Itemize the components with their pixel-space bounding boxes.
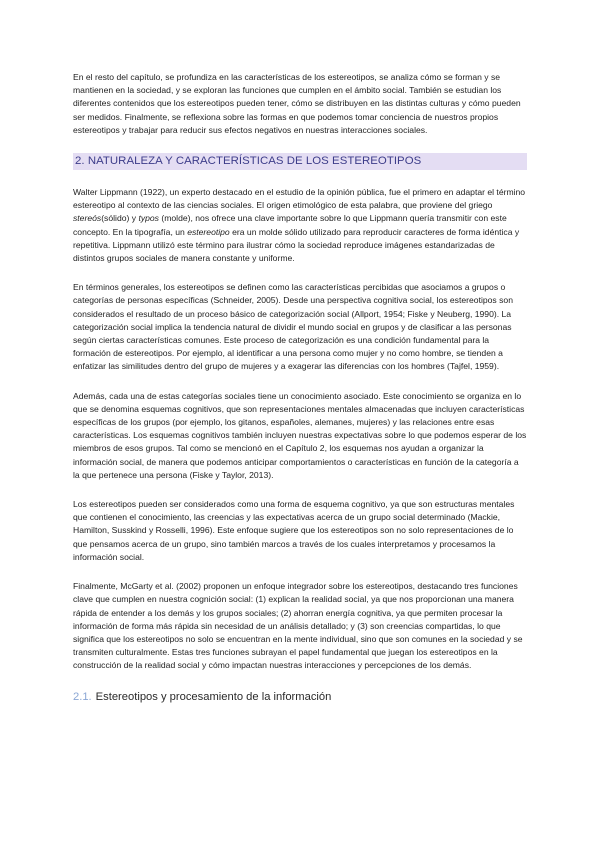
section-heading: 2. NATURALEZA Y CARACTERÍSTICAS DE LOS ESTEREOTIPOS bbox=[73, 153, 527, 170]
lippmann-paragraph bbox=[73, 186, 527, 265]
definition-paragraph: En términos generales, los estereotipos se definen como las características percibidas que asociamos a grupos o categorías de personas específicas (Schneider, 2005). Desde una perspectiva cognitiva social, los estereotipos son considerados el resultado de un proceso básico de categorización social (Allport, 1954; Fiske y Neuberg, 1990). La categorización social implica la tendencia natural de dividir el mundo social en grupos y de clasificar a las personas según ciertas características comunes. Este proceso de categorización es una condición fundamental para la formación de estereotipos. Por ejemplo, al identificar a una persona como mujer y no como hombre, se tienden a enfatizar las similitudes dentro del grupo de mujeres y a exagerar las diferencias con los hombres (Tajfel, 1959). bbox=[73, 282, 513, 372]
subsection-heading bbox=[73, 689, 527, 705]
document-page bbox=[73, 71, 527, 705]
para1-text-d: era un molde sólido utilizado para reproducir caracteres de forma idéntica y repetitiva. Lippmann utilizó este término para ilustrar cómo la sociedad reproduce imágenes estandarizadas de distintos grupos sociales de manera constante y uniforme. bbox=[73, 226, 520, 264]
para1-text-b: (sólido) y bbox=[101, 213, 139, 224]
para1-text-c: (molde), nos ofrece una clave importante sobre lo que Lippmann quería transmitir con este concepto. En la tipografía, un bbox=[73, 213, 507, 237]
intro-paragraph: En el resto del capítulo, se profundiza en las características de los estereotipos, se analiza cómo se forman y se mantienen en la sociedad, y se exploran las funciones que cumplen en el ámbito social. También se estudian los diferentes contenidos que los estereotipos pueden tener, cómo se distribuyen en las distintas culturas y cómo pueden ser medidos. Finalmente, se reflexiona sobre las formas en que podemos tomar conciencia de nuestros propios estereotipos y trabajar para reducir sus efectos negativos en nuestras interacciones sociales. bbox=[73, 72, 521, 135]
term-estereotipo: estereotipo bbox=[187, 226, 230, 237]
schemas-paragraph: Además, cada una de estas categorías sociales tiene un conocimiento asociado. Este conocimiento se organiza en lo que se denomina esquemas cognitivos, que son representaciones mentales almacenadas que incluyen características específicas de los grupos (por ejemplo, los gitanos, españoles, alemanes, mujeres) y las relaciones entre esas características. Los esquemas cognitivos también incluyen nuestras expectativas sobre lo que podemos esperar de los miembros de esos grupos. Tal como se mencionó en el Capítulo 2, los esquemas nos ayudan a organizar la información social, de manera que podemos anticipar comportamientos o características en función de la categoría a la que pertenece una persona (Fiske y Taylor, 2013). bbox=[73, 390, 527, 480]
subsection-number: 2.1. bbox=[73, 690, 92, 703]
term-typos: typos bbox=[138, 213, 159, 224]
subsection-title: Estereotipos y procesamiento de la información bbox=[95, 690, 332, 703]
stereotypes-as-schema-paragraph: Los estereotipos pueden ser considerados como una forma de esquema cognitivo, ya que son estructuras mentales que contienen el conocimiento, las creencias y las expectativas acerca de un grupo social determinado (Mackie, Hamilton, Susskind y Rosselli, 1996). Este enfoque sugiere que los estereotipos son no solo representaciones de lo que pensamos acerca de un grupo, sino también marcos a través de los cuales interpretamos y procesamos la información social. bbox=[73, 499, 515, 562]
term-stereos: stereós bbox=[73, 213, 102, 224]
functions-paragraph: Finalmente, McGarty et al. (2002) proponen un enfoque integrador sobre los estereotipos, destacando tres funciones clave que cumplen en nuestra cognición social: (1) explican la realidad social, ya que nos proporcionan una manera rápida de entender a los demás y los grupos sociales; (2) ahorran energía cognitiva, ya que permiten procesar la información de forma más rápida sin necesidad de un análisis detallado; y (3) son creencias compartidas, lo que significa que los estereotipos no solo se encuentran en la mente individual, sino que son comunes en la sociedad y se transmiten culturalmente. Estas tres funciones subrayan el papel fundamental que juegan los estereotipos en la construcción de la realidad social y cómo impactan nuestras interacciones y percepciones de los demás. bbox=[73, 581, 523, 671]
para1-text-a: Walter Lippmann (1922), un experto destacado en el estudio de la opinión pública, fue el primero en adaptar el término estereotipo al contexto de las ciencias sociales. El origen etimológico de esta palabra, que proviene del griego bbox=[73, 187, 526, 211]
